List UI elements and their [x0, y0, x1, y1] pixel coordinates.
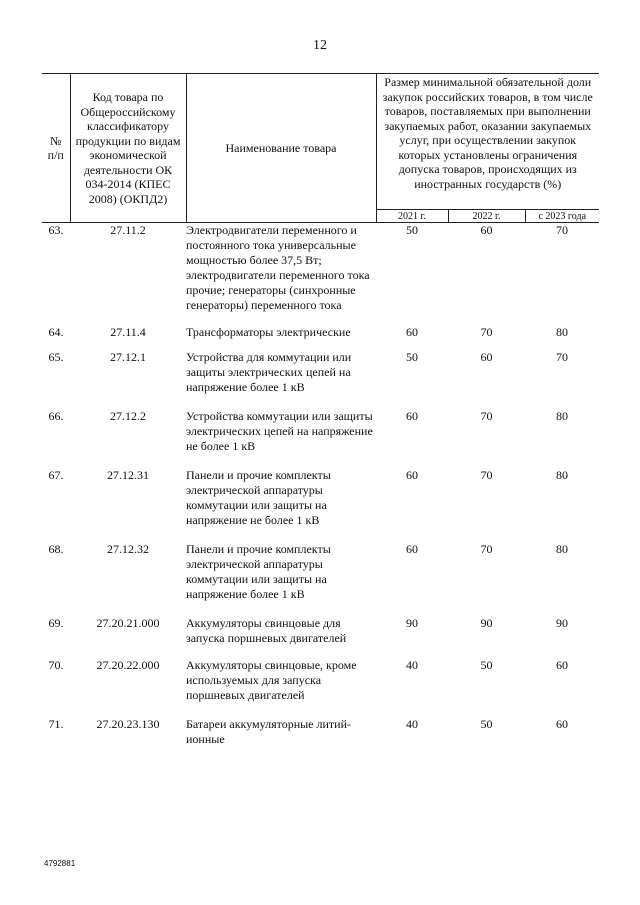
table-row [42, 223, 599, 314]
row-spacer-cell [42, 313, 599, 325]
row-spacer [42, 340, 599, 350]
product-name: Аккумуляторы свинцовые для запуска поршневых двигателей [186, 616, 347, 645]
product-name: Аккумуляторы свинцовые, кроме используемых для запуска поршневых двигателей [186, 658, 357, 702]
row-number: 65. [48, 350, 64, 364]
product-code: 27.12.32 [107, 542, 149, 556]
product-code: 27.12.2 [110, 409, 146, 423]
share-2023: 80 [556, 468, 568, 482]
product-name: Устройства для коммутации или защиты электрических цепей на напряжение более 1 кВ [186, 350, 352, 394]
header-year-2021: 2021 г. [376, 210, 448, 223]
share-2023: 60 [556, 658, 568, 672]
share-2021: 60 [406, 468, 418, 482]
document-id: 4792881 [44, 859, 76, 868]
row-number: 63. [48, 223, 64, 237]
product-name: Трансформаторы электрические [186, 325, 351, 339]
share-2023: 80 [556, 542, 568, 556]
share-2021: 50 [406, 350, 418, 364]
share-2022: 70 [480, 409, 493, 423]
row-number: 67. [48, 468, 64, 482]
share-2021: 60 [406, 542, 418, 556]
row-number: 69. [48, 616, 64, 630]
row-spacer [42, 528, 599, 542]
product-name: Батареи аккумуляторные литий-ионные [186, 717, 351, 746]
table-row [42, 616, 599, 646]
product-code: 27.12.1 [110, 350, 146, 364]
share-2022: 60 [480, 223, 493, 237]
product-name: Электродвигатели переменного и постоянного тока универсальные мощностью более 37,5 Вт; электродвигатели переменного тока прочие; генераторы (синхронные генераторы) переменного тока [186, 223, 370, 312]
share-2021: 60 [406, 409, 418, 423]
row-number: 68. [48, 542, 64, 556]
product-code: 27.12.31 [107, 468, 149, 482]
row-number: 70. [48, 658, 64, 672]
row-spacer-cell [42, 602, 599, 616]
share-2022: 50 [480, 658, 493, 672]
table-row [42, 717, 599, 747]
product-name: Панели и прочие комплекты электрической аппаратуры коммутации или защиты на напряжение более 1 кВ [186, 542, 331, 601]
header-row-number: № п/п [42, 74, 70, 223]
share-2022: 60 [480, 350, 493, 364]
share-2023: 70 [556, 223, 568, 237]
header-product-code: Код товара по Общероссийскому классификатору продукции по видам экономической деятельности ОК 034-2014 (КПЕС 2008) (ОКПД2) [70, 74, 186, 223]
share-2021: 40 [406, 658, 418, 672]
share-2022: 70 [480, 468, 493, 482]
table-row [42, 542, 599, 602]
row-spacer-cell [42, 454, 599, 468]
product-name: Панели и прочие комплекты электрической аппаратуры коммутации или защиты на напряжение не более 1 кВ [186, 468, 331, 527]
product-name: Устройства коммутации или защиты электрических цепей на напряжение не более 1 кВ [186, 409, 373, 453]
header-minimum-share: Размер минимальной обязательной доли закупок российских товаров, в том числе товаров, поставляемых при выполнении закупаемых работ, оказании закупаемых услуг, при осуществлении закупок которых установлены ограничения допуска товаров, происходящих из иностранных государств (%) [376, 74, 599, 210]
row-spacer-cell [42, 340, 599, 350]
row-spacer [42, 454, 599, 468]
product-code: 27.20.23.130 [96, 717, 160, 731]
table-row [42, 325, 599, 340]
share-2022: 70 [480, 325, 493, 339]
row-spacer-cell [42, 395, 599, 409]
row-spacer [42, 646, 599, 658]
share-2023: 80 [556, 409, 568, 423]
row-spacer [42, 703, 599, 717]
header-product-name: Наименование товара [186, 74, 376, 223]
table-row [42, 658, 599, 703]
table-row [42, 409, 599, 454]
share-2022: 90 [480, 616, 493, 630]
procurement-share-table [42, 73, 599, 747]
product-code: 27.20.22.000 [96, 658, 160, 672]
row-spacer-cell [42, 703, 599, 717]
product-code: 27.11.4 [110, 325, 146, 339]
share-2023: 80 [556, 325, 568, 339]
share-2023: 60 [556, 717, 568, 731]
share-2021: 50 [406, 223, 418, 237]
row-spacer-cell [42, 646, 599, 658]
table-row [42, 350, 599, 395]
table-row [42, 468, 599, 528]
share-2021: 60 [406, 325, 418, 339]
row-spacer [42, 313, 599, 325]
share-2022: 50 [480, 717, 493, 731]
table-body [42, 223, 599, 748]
share-2021: 40 [406, 717, 418, 731]
row-spacer [42, 602, 599, 616]
row-number: 64. [48, 325, 64, 339]
product-code: 27.11.2 [110, 223, 146, 237]
share-2023: 70 [556, 350, 568, 364]
share-2023: 90 [556, 616, 568, 630]
page-number: 12 [313, 38, 327, 53]
header-year-2023: с 2023 года [525, 210, 599, 223]
row-number: 71. [48, 717, 64, 731]
row-spacer-cell [42, 528, 599, 542]
share-2022: 70 [480, 542, 493, 556]
product-code: 27.20.21.000 [96, 616, 160, 630]
header-year-2022: 2022 г. [448, 210, 525, 223]
row-number: 66. [48, 409, 64, 423]
row-spacer [42, 395, 599, 409]
share-2021: 90 [406, 616, 418, 630]
